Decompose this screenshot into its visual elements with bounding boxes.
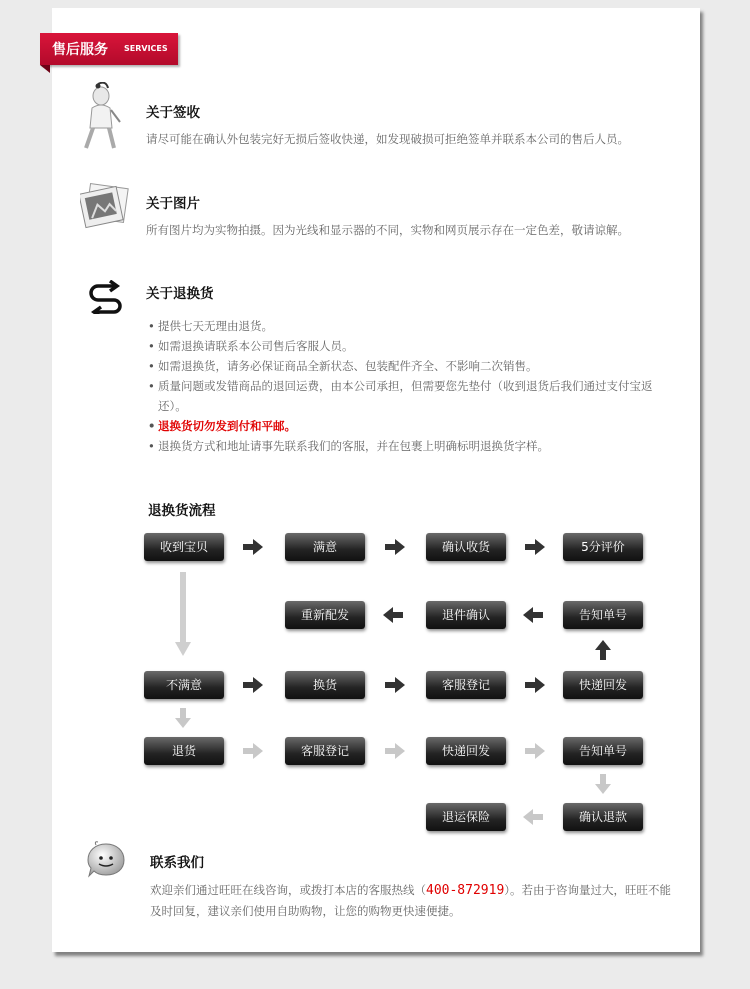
ribbon-title-cn: 售后服务 [52,42,108,58]
flow-box-confirm-receipt: 确认收货 [426,533,506,561]
hotline-number: 400-872919 [426,883,505,898]
arrow-right-icon [525,743,545,759]
arrow-right-icon [243,539,263,555]
returns-bullet-warning: • 退换货切勿发到付和平邮。 [148,416,678,436]
flow-box-express-return: 快递回发 [426,737,506,765]
arrow-right-icon [385,677,405,693]
flow-box-return-insurance: 退运保险 [426,803,506,831]
arrow-up-icon [595,640,611,660]
flow-box-notify-number: 告知单号 [563,737,643,765]
arrow-right-icon [385,539,405,555]
returns-bullet: • 退换货方式和地址请事先联系我们的客服，并在包裹上明确标明退换货字样。 [148,436,678,456]
flow-box-confirm-refund: 确认退款 [563,803,643,831]
flow-box-cs-register: 客服登记 [285,737,365,765]
returns-bullet: • 如需退换请联系本公司售后客服人员。 [148,336,678,356]
flow-box-exchange: 换货 [285,671,365,699]
flow-title: 退换货流程 [148,503,216,519]
arrow-down-long-head-icon [175,642,191,656]
arrow-left-icon [523,809,543,825]
section-text-photos: 所有图片均为实物拍摄。因为光线和显示器的不同，实物和网页展示存在一定色差，敬请谅解。 [146,223,629,237]
flow-box-rate-5: 5分评价 [563,533,643,561]
arrow-down-icon [175,708,191,728]
flow-box-notify-number: 告知单号 [563,601,643,629]
returns-bullet: • 提供七天无理由退货。 [148,316,678,336]
section-text-sign: 请尽可能在确认外包装完好无损后签收快递，如发现破损可拒绝签单并联系本公司的售后人员。 [146,132,629,146]
flow-box-cs-register: 客服登记 [426,671,506,699]
contact-text-after: ）。若由于咨询量过大，旺旺不能及时回复，建议亲们使用自助购物，让您的购物更快速便捷。 [150,883,672,918]
arrow-down-icon [595,774,611,794]
arrow-down-long-icon [180,572,186,644]
flow-box-resend: 重新配发 [285,601,365,629]
contact-title: 联系我们 [150,855,204,871]
ribbon-title-en: SERVICES [124,44,168,53]
arrow-left-icon [383,607,403,623]
flow-box-refund: 退货 [144,737,224,765]
returns-bullet: • 质量问题或发错商品的退回运费，由本公司承担，但需要您先垫付（收到退货后我们通过支付宝返还）。 [148,376,678,416]
arrow-right-icon [243,677,263,693]
flow-box-unsatisfied: 不满意 [144,671,224,699]
contact-text [150,880,680,922]
contact-text-before: 欢迎亲们通过旺旺在线咨询，或拨打本店的客服热线（ [150,883,426,897]
section-title-sign: 关于签收 [146,105,200,121]
arrow-right-icon [525,677,545,693]
wangwang-chat-icon [86,840,128,880]
arrow-right-icon [525,539,545,555]
arrow-right-icon [243,743,263,759]
arrow-right-icon [385,743,405,759]
flow-box-return-confirm: 退件确认 [426,601,506,629]
flow-box-satisfied: 满意 [285,533,365,561]
section-title-photos: 关于图片 [146,196,200,212]
arrow-left-icon [523,607,543,623]
flow-box-express-return: 快递回发 [563,671,643,699]
flow-box-received: 收到宝贝 [144,533,224,561]
returns-bullet: • 如需退换货，请务必保证商品全新状态、包装配件齐全、不影响二次销售。 [148,356,678,376]
section-title-returns: 关于退换货 [146,286,214,302]
